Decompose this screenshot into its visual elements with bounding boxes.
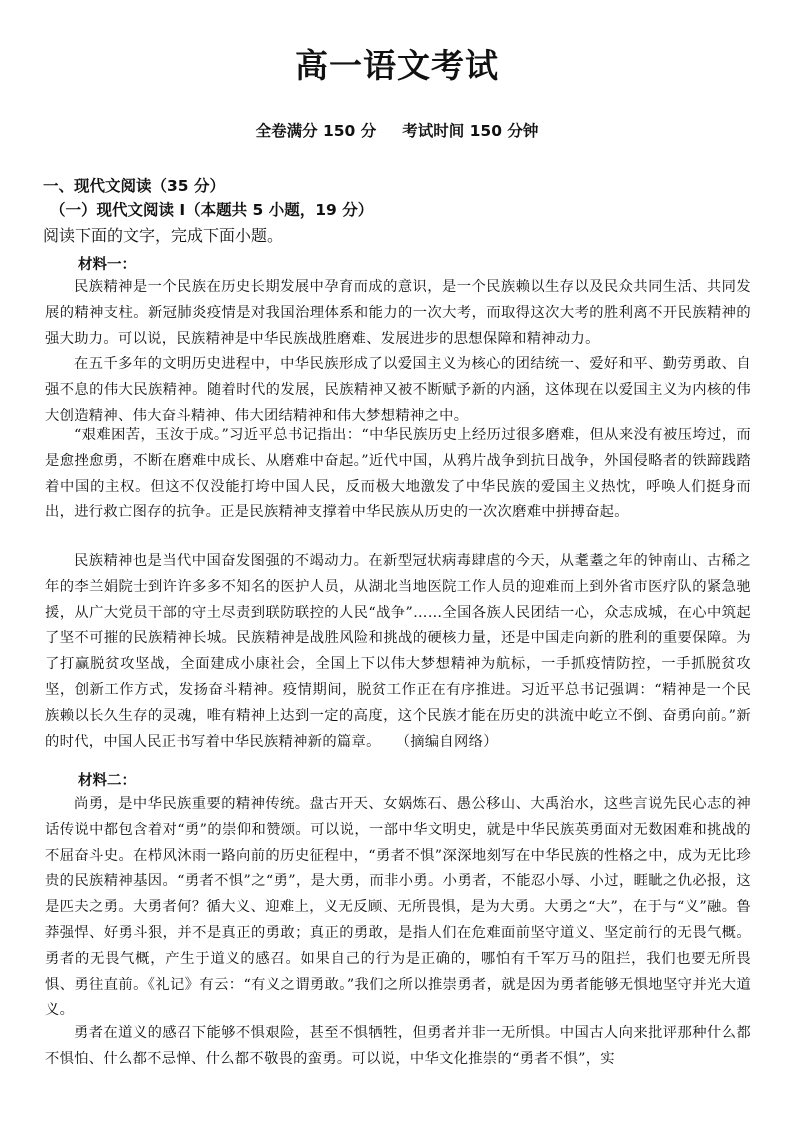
exam-info xyxy=(0,120,794,142)
subsection-heading: （一）现代文阅读 I（本题共 5 小题，19 分） xyxy=(50,201,374,219)
material-two-label: 材料二： xyxy=(78,773,136,789)
material-two-paragraph: 勇者在道义的感召下能够不惧艰险，甚至不惧牺牲，但勇者并非一无所惧。中国古人向来批评那种什么都不惧怕、什么都不忌惮、什么都不敬畏的蛮勇。可以说，中华文化推崇的“勇者不惧”，实 xyxy=(45,1025,751,1067)
full-score-text: 全卷满分 150 分 xyxy=(255,122,377,140)
material-one-label: 材料一： xyxy=(78,257,136,273)
material-one-paragraph: “艰难困苦，玉汝于成。”习近平总书记指出：“中华民族历史上经历过很多磨难，但从来没有被压垮过，而是愈挫愈勇，不断在磨难中成长、从磨难中奋起。”近代中国，从鸦片战争到抗日战争，外国侵略者的铁蹄践踏着中国的主权。但这不仅没能打垮中国人民，反而极大地激发了中华民族的爱国主义热忱，呼唤人们挺身而出，进行救亡图存的抗争。正是民族精神支撑着中华民族从历史的一次次磨难中拼搏奋起。 xyxy=(45,427,751,521)
material-two-paragraph: 尚勇，是中华民族重要的精神传统。盘古开天、女娲炼石、愚公移山、大禹治水，这些言说先民心志的神话传说中都包含着对“勇”的崇仰和赞颂。可以说，一部中华文明史，就是中华民族英勇面对无数困难和挑战的不屈奋斗史。在栉风沐雨一路向前的历史征程中，“勇者不惧”深深地刻写在中华民族的性格之中，成为无比珍贵的民族精神基因。“勇者不惧”之“勇”，是大勇，而非小勇。小勇者，不能忍小辱、小过，睚眦之仇必报，这是匹夫之勇。大勇者何？循大义、迎难上，义无反顾、无所畏惧，是为大勇。大勇之“大”，在于与“义”融。鲁莽强悍、好勇斗狠，并不是真正的勇敢；真正的勇敢，是指人们在危难面前坚守道义、坚定前行的无畏气概。勇者的无畏气概，产生于道义的感召。如果自己的行为是正确的，哪怕有千军万马的阻拦，我们也要无所畏惧、勇往直前。《礼记》有云：“有义之谓勇敢。”我们之所以推崇勇者，就是因为勇者能够无惧地坚守并光大道义。 xyxy=(45,796,751,1019)
material-one-paragraph: 民族精神也是当代中国奋发图强的不竭动力。在新型冠状病毒肆虐的今天，从耄耋之年的钟南山、古稀之年的李兰娟院士到许许多多不知名的医护人员，从湖北当地医院工作人员的迎难而上到外省市医疗队的紧急驰援，从广大党员干部的守土尽责到联防联控的人民“战争”……全国各族人民团结一心，众志成城，在心中筑起了坚不可摧的民族精神长城。民族精神是战胜风险和挑战的硬核力量，还是中国走向新的胜利的重要保障。为了打赢脱贫攻坚战，全面建成小康社会，全国上下以伟大梦想精神为航标，一手抓疫情防控，一手抓脱贫攻坚，创新工作方式，发扬奋斗精神。疫情期间，脱贫工作正在有序推进。习近平总书记强调：“精神是一个民族赖以长久生存的灵魂，唯有精神上达到一定的高度，这个民族才能在历史的洪流中屹立不倒、奋勇向前。”新的时代，中国人民正书写着中华民族精神新的篇章。 （摘编自网络） xyxy=(45,553,751,750)
page-title: 高一语文考试 xyxy=(295,46,499,85)
material-one-paragraph: 民族精神是一个民族在历史长期发展中孕育而成的意识，是一个民族赖以生存以及民众共同生活、共同发展的精神支柱。新冠肺炎疫情是对我国治理体系和能力的一次大考，而取得这次大考的胜利离不开民族精神的强大助力。可以说，民族精神是中华民族战胜磨难、发展进步的思想保障和精神动力。 xyxy=(45,279,751,347)
section-heading: 一、现代文阅读（35 分） xyxy=(43,177,225,195)
exam-time-text: 考试时间 150 分钟 xyxy=(402,122,539,140)
reading-instruction: 阅读下面的文字，完成下面小题。 xyxy=(43,226,284,245)
material-one-paragraph: 在五千多年的文明历史进程中，中华民族形成了以爱国主义为核心的团结统一、爱好和平、勤劳勇敢、自强不息的伟大民族精神。随着时代的发展，民族精神又被不断赋予新的内涵，这体现在以爱国主义为内核的伟大创造精神、伟大奋斗精神、伟大团结精神和伟大梦想精神之中。 xyxy=(45,356,751,424)
